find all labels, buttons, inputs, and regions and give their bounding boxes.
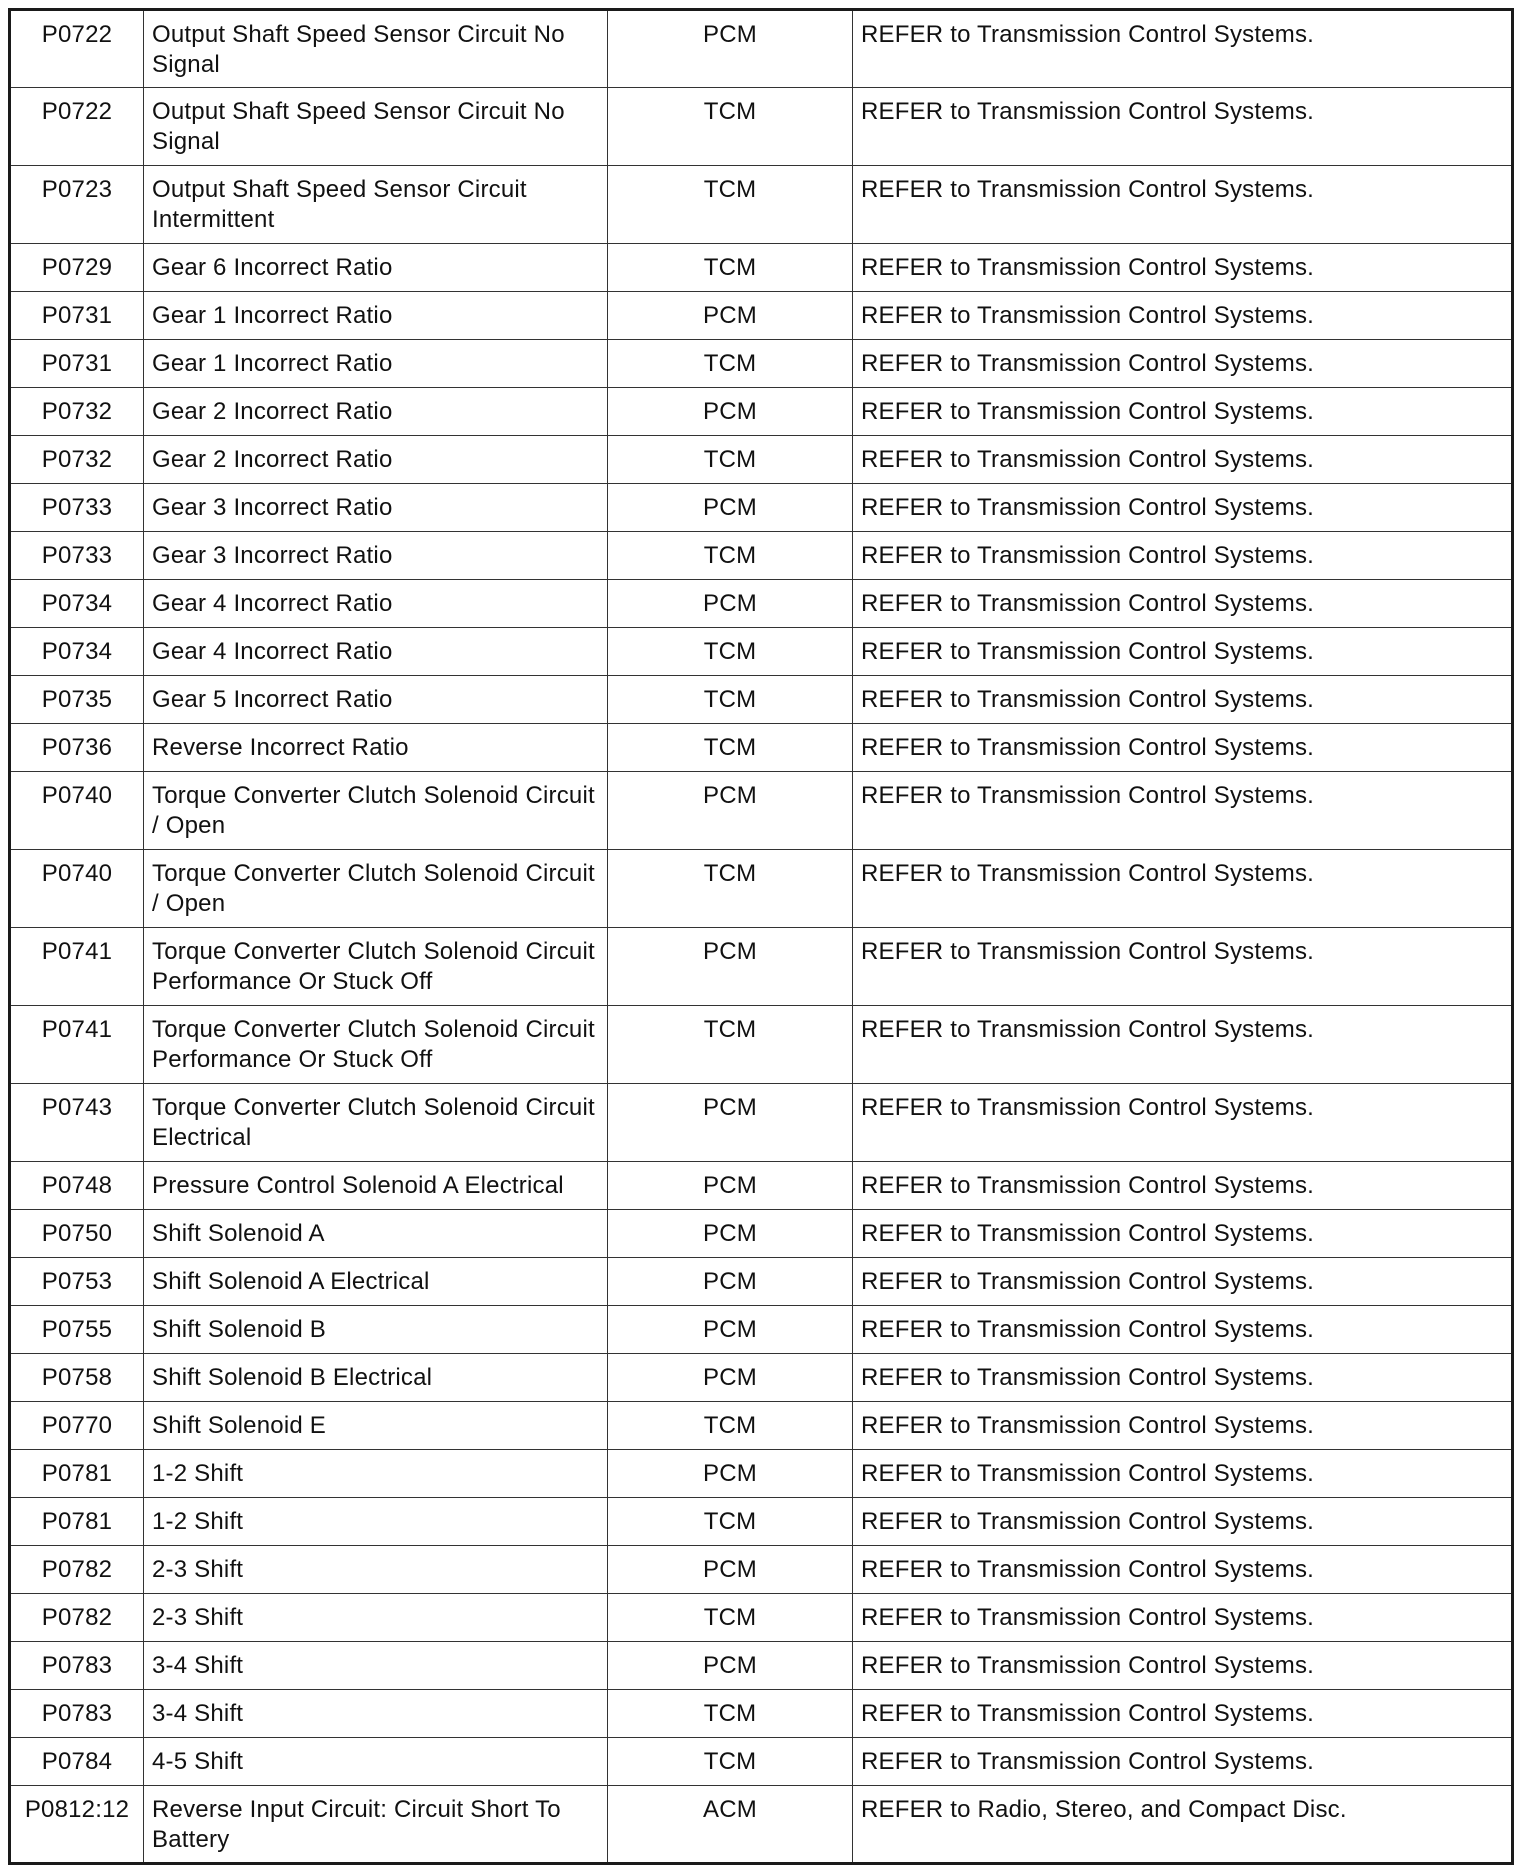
dtc-code: P0733 bbox=[10, 532, 144, 580]
table-row bbox=[10, 772, 1513, 850]
dtc-action: REFER to Transmission Control Systems. bbox=[853, 1594, 1513, 1642]
dtc-code: P0783 bbox=[10, 1690, 144, 1738]
table-row bbox=[10, 1738, 1513, 1786]
dtc-module: TCM bbox=[608, 1006, 853, 1084]
table-row bbox=[10, 928, 1513, 1006]
dtc-description: Shift Solenoid E bbox=[144, 1402, 608, 1450]
dtc-module: TCM bbox=[608, 724, 853, 772]
table-row bbox=[10, 1498, 1513, 1546]
table-row bbox=[10, 1306, 1513, 1354]
dtc-code: P0740 bbox=[10, 850, 144, 928]
dtc-action: REFER to Transmission Control Systems. bbox=[853, 532, 1513, 580]
table-row bbox=[10, 1210, 1513, 1258]
dtc-description: Reverse Input Circuit: Circuit Short To Battery bbox=[144, 1786, 608, 1864]
table-row bbox=[10, 1642, 1513, 1690]
dtc-code: P0755 bbox=[10, 1306, 144, 1354]
dtc-description: 2-3 Shift bbox=[144, 1546, 608, 1594]
dtc-action: REFER to Transmission Control Systems. bbox=[853, 1546, 1513, 1594]
dtc-code: P0722 bbox=[10, 88, 144, 166]
table-row bbox=[10, 724, 1513, 772]
dtc-description: Shift Solenoid A bbox=[144, 1210, 608, 1258]
dtc-module: TCM bbox=[608, 244, 853, 292]
dtc-description: Gear 4 Incorrect Ratio bbox=[144, 580, 608, 628]
dtc-action: REFER to Transmission Control Systems. bbox=[853, 580, 1513, 628]
dtc-action: REFER to Radio, Stereo, and Compact Disc. bbox=[853, 1786, 1513, 1864]
dtc-code: P0733 bbox=[10, 484, 144, 532]
dtc-action: REFER to Transmission Control Systems. bbox=[853, 724, 1513, 772]
dtc-action: REFER to Transmission Control Systems. bbox=[853, 1306, 1513, 1354]
dtc-action: REFER to Transmission Control Systems. bbox=[853, 628, 1513, 676]
table-row bbox=[10, 1354, 1513, 1402]
table-row bbox=[10, 628, 1513, 676]
dtc-module: PCM bbox=[608, 1450, 853, 1498]
dtc-table-body bbox=[10, 10, 1513, 1864]
dtc-module: TCM bbox=[608, 1594, 853, 1642]
dtc-action: REFER to Transmission Control Systems. bbox=[853, 244, 1513, 292]
dtc-description: Gear 1 Incorrect Ratio bbox=[144, 340, 608, 388]
table-row bbox=[10, 1786, 1513, 1864]
dtc-module: PCM bbox=[608, 772, 853, 850]
dtc-description: Output Shaft Speed Sensor Circuit No Signal bbox=[144, 88, 608, 166]
dtc-code: P0732 bbox=[10, 388, 144, 436]
table-row bbox=[10, 388, 1513, 436]
dtc-action: REFER to Transmission Control Systems. bbox=[853, 1450, 1513, 1498]
dtc-module: PCM bbox=[608, 580, 853, 628]
dtc-description: Gear 4 Incorrect Ratio bbox=[144, 628, 608, 676]
table-row bbox=[10, 436, 1513, 484]
dtc-module: TCM bbox=[608, 1738, 853, 1786]
dtc-action: REFER to Transmission Control Systems. bbox=[853, 166, 1513, 244]
dtc-action: REFER to Transmission Control Systems. bbox=[853, 772, 1513, 850]
dtc-action: REFER to Transmission Control Systems. bbox=[853, 1354, 1513, 1402]
dtc-module: PCM bbox=[608, 1258, 853, 1306]
dtc-code: P0748 bbox=[10, 1162, 144, 1210]
table-row bbox=[10, 340, 1513, 388]
dtc-code: P0784 bbox=[10, 1738, 144, 1786]
dtc-code: P0732 bbox=[10, 436, 144, 484]
dtc-action: REFER to Transmission Control Systems. bbox=[853, 388, 1513, 436]
dtc-action: REFER to Transmission Control Systems. bbox=[853, 340, 1513, 388]
dtc-description: Torque Converter Clutch Solenoid Circuit Performance Or Stuck Off bbox=[144, 1006, 608, 1084]
dtc-module: PCM bbox=[608, 1546, 853, 1594]
dtc-module: TCM bbox=[608, 850, 853, 928]
dtc-description: Gear 2 Incorrect Ratio bbox=[144, 436, 608, 484]
dtc-description: 1-2 Shift bbox=[144, 1450, 608, 1498]
dtc-action: REFER to Transmission Control Systems. bbox=[853, 436, 1513, 484]
dtc-code: P0781 bbox=[10, 1450, 144, 1498]
dtc-code: P0740 bbox=[10, 772, 144, 850]
dtc-code: P0736 bbox=[10, 724, 144, 772]
dtc-action: REFER to Transmission Control Systems. bbox=[853, 1642, 1513, 1690]
dtc-code: P0753 bbox=[10, 1258, 144, 1306]
table-row bbox=[10, 1402, 1513, 1450]
dtc-code: P0750 bbox=[10, 1210, 144, 1258]
dtc-action: REFER to Transmission Control Systems. bbox=[853, 1738, 1513, 1786]
dtc-code: P0729 bbox=[10, 244, 144, 292]
dtc-description: Gear 1 Incorrect Ratio bbox=[144, 292, 608, 340]
table-row bbox=[10, 244, 1513, 292]
dtc-description: Shift Solenoid B bbox=[144, 1306, 608, 1354]
table-row bbox=[10, 166, 1513, 244]
dtc-module: TCM bbox=[608, 676, 853, 724]
dtc-action: REFER to Transmission Control Systems. bbox=[853, 484, 1513, 532]
table-row bbox=[10, 484, 1513, 532]
dtc-module: PCM bbox=[608, 1642, 853, 1690]
dtc-code: P0782 bbox=[10, 1546, 144, 1594]
dtc-action: REFER to Transmission Control Systems. bbox=[853, 88, 1513, 166]
dtc-code: P0741 bbox=[10, 1006, 144, 1084]
dtc-module: TCM bbox=[608, 436, 853, 484]
table-row bbox=[10, 1084, 1513, 1162]
table-row bbox=[10, 1258, 1513, 1306]
dtc-code: P0723 bbox=[10, 166, 144, 244]
dtc-module: PCM bbox=[608, 484, 853, 532]
dtc-module: PCM bbox=[608, 1162, 853, 1210]
dtc-code: P0735 bbox=[10, 676, 144, 724]
dtc-code: P0812:12 bbox=[10, 1786, 144, 1864]
dtc-action: REFER to Transmission Control Systems. bbox=[853, 1162, 1513, 1210]
table-row bbox=[10, 10, 1513, 88]
dtc-code: P0731 bbox=[10, 292, 144, 340]
dtc-code: P0743 bbox=[10, 1084, 144, 1162]
dtc-module: PCM bbox=[608, 1306, 853, 1354]
dtc-table bbox=[8, 8, 1514, 1865]
dtc-module: PCM bbox=[608, 10, 853, 88]
table-row bbox=[10, 292, 1513, 340]
dtc-action: REFER to Transmission Control Systems. bbox=[853, 1084, 1513, 1162]
dtc-description: 3-4 Shift bbox=[144, 1642, 608, 1690]
dtc-action: REFER to Transmission Control Systems. bbox=[853, 10, 1513, 88]
dtc-module: TCM bbox=[608, 340, 853, 388]
table-row bbox=[10, 1006, 1513, 1084]
table-row bbox=[10, 1594, 1513, 1642]
table-row bbox=[10, 850, 1513, 928]
dtc-description: Torque Converter Clutch Solenoid Circuit / Open bbox=[144, 772, 608, 850]
dtc-module: PCM bbox=[608, 1354, 853, 1402]
dtc-description: Gear 6 Incorrect Ratio bbox=[144, 244, 608, 292]
dtc-action: REFER to Transmission Control Systems. bbox=[853, 676, 1513, 724]
dtc-module: TCM bbox=[608, 88, 853, 166]
dtc-action: REFER to Transmission Control Systems. bbox=[853, 1498, 1513, 1546]
dtc-action: REFER to Transmission Control Systems. bbox=[853, 1258, 1513, 1306]
dtc-code: P0734 bbox=[10, 628, 144, 676]
table-row bbox=[10, 88, 1513, 166]
dtc-description: Gear 5 Incorrect Ratio bbox=[144, 676, 608, 724]
dtc-description: Shift Solenoid B Electrical bbox=[144, 1354, 608, 1402]
dtc-action: REFER to Transmission Control Systems. bbox=[853, 1402, 1513, 1450]
dtc-description: 2-3 Shift bbox=[144, 1594, 608, 1642]
dtc-module: TCM bbox=[608, 1402, 853, 1450]
dtc-code: P0734 bbox=[10, 580, 144, 628]
dtc-module: PCM bbox=[608, 928, 853, 1006]
dtc-code: P0782 bbox=[10, 1594, 144, 1642]
table-row bbox=[10, 1546, 1513, 1594]
dtc-code: P0783 bbox=[10, 1642, 144, 1690]
dtc-action: REFER to Transmission Control Systems. bbox=[853, 1690, 1513, 1738]
dtc-description: Output Shaft Speed Sensor Circuit Intermittent bbox=[144, 166, 608, 244]
dtc-description: 1-2 Shift bbox=[144, 1498, 608, 1546]
dtc-description: Reverse Incorrect Ratio bbox=[144, 724, 608, 772]
dtc-code: P0722 bbox=[10, 10, 144, 88]
table-row bbox=[10, 1450, 1513, 1498]
dtc-module: TCM bbox=[608, 1690, 853, 1738]
table-row bbox=[10, 580, 1513, 628]
dtc-action: REFER to Transmission Control Systems. bbox=[853, 1210, 1513, 1258]
dtc-module: PCM bbox=[608, 292, 853, 340]
dtc-module: TCM bbox=[608, 166, 853, 244]
dtc-description: Torque Converter Clutch Solenoid Circuit Performance Or Stuck Off bbox=[144, 928, 608, 1006]
dtc-description: Gear 3 Incorrect Ratio bbox=[144, 484, 608, 532]
dtc-description: Torque Converter Clutch Solenoid Circuit / Open bbox=[144, 850, 608, 928]
dtc-code: P0758 bbox=[10, 1354, 144, 1402]
table-row bbox=[10, 676, 1513, 724]
dtc-description: Gear 2 Incorrect Ratio bbox=[144, 388, 608, 436]
dtc-description: Gear 3 Incorrect Ratio bbox=[144, 532, 608, 580]
table-row bbox=[10, 1690, 1513, 1738]
dtc-module: TCM bbox=[608, 628, 853, 676]
dtc-module: ACM bbox=[608, 1786, 853, 1864]
dtc-description: Pressure Control Solenoid A Electrical bbox=[144, 1162, 608, 1210]
dtc-module: PCM bbox=[608, 1210, 853, 1258]
dtc-action: REFER to Transmission Control Systems. bbox=[853, 292, 1513, 340]
dtc-module: TCM bbox=[608, 1498, 853, 1546]
dtc-description: Output Shaft Speed Sensor Circuit No Signal bbox=[144, 10, 608, 88]
dtc-module: PCM bbox=[608, 388, 853, 436]
dtc-module: PCM bbox=[608, 1084, 853, 1162]
dtc-code: P0731 bbox=[10, 340, 144, 388]
dtc-module: TCM bbox=[608, 532, 853, 580]
dtc-description: Torque Converter Clutch Solenoid Circuit Electrical bbox=[144, 1084, 608, 1162]
dtc-action: REFER to Transmission Control Systems. bbox=[853, 928, 1513, 1006]
dtc-description: 3-4 Shift bbox=[144, 1690, 608, 1738]
table-row bbox=[10, 1162, 1513, 1210]
dtc-description: Shift Solenoid A Electrical bbox=[144, 1258, 608, 1306]
dtc-code: P0770 bbox=[10, 1402, 144, 1450]
dtc-description: 4-5 Shift bbox=[144, 1738, 608, 1786]
dtc-code: P0781 bbox=[10, 1498, 144, 1546]
table-row bbox=[10, 532, 1513, 580]
dtc-action: REFER to Transmission Control Systems. bbox=[853, 1006, 1513, 1084]
dtc-action: REFER to Transmission Control Systems. bbox=[853, 850, 1513, 928]
dtc-code: P0741 bbox=[10, 928, 144, 1006]
